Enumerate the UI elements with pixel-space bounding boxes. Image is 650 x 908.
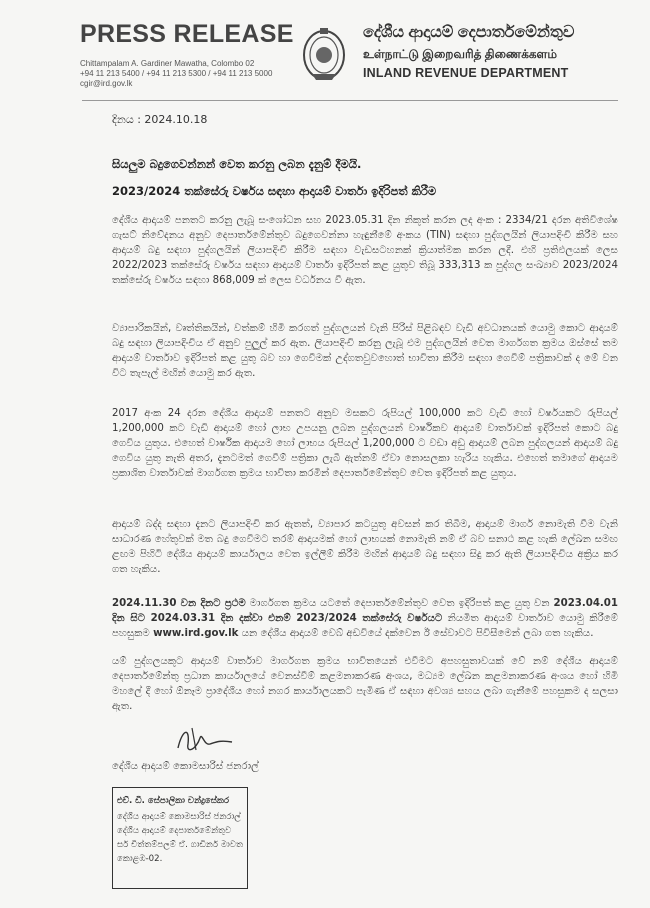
dept-name-english: INLAND REVENUE DEPARTMENT: [363, 66, 569, 80]
stamp-street: සර් චිත්තම්පලම් ඒ. ගාඩිනර් මාවත: [117, 840, 243, 850]
signature-icon: [170, 720, 240, 760]
notice-subject: 2023/2024 තක්සේරු වර්ෂය සඳහා ආදායම් වාර්තා ඉදිරිපත් කිරීම: [112, 184, 437, 198]
stamp-city: කොළඹ-02.: [117, 854, 163, 864]
commissioner-general-title: දේශීය ආදායම් කොමසාරිස් ජනරාල්: [112, 761, 259, 772]
contact-block: [80, 59, 320, 89]
phone-line: +94 11 213 5400 / +94 11 213 5300 / +94 11 213 5000: [80, 69, 273, 78]
ird-website-link[interactable]: www.ird.gov.lk: [153, 627, 239, 639]
official-stamp: [112, 787, 248, 889]
deadline-text-b: නියමිත ආදායම් වාර්තාව යොමු කිරීමේ පහසුකම: [112, 612, 619, 639]
paragraph-registration: දේශීය ආදායම් පනතට කරනු ලැබූ සංශෝධන සහ 2023.05.31 දින නිකුත් කරන ලද අංක : 2334/21 දරන අතිවිශේෂ ගැසට් නිවේදනය අනුව දෙපාර්තමේන්තුව බදුගෙවන්නා හැඳුනීමේ අංකය (TIN) සඳහා පුද්ගලයින් ලියාපදිංචි කිරීම සහ ආදායම් බදු සඳහා පුද්ගලයින් ලියාපදිංචි කිරීම සඳහා වැඩසටහනක් ක්‍රියාත්මක කරන ලදී. එහි ප්‍රතිඵලයක් ලෙස 2022/2023 තක්සේරු වර්ෂය සඳහා ආදායම් වාර්තා ඉදිරිපත් කළ යුතුව තිබූ 333,313 ක පුද්ගල සංඛ්‍යාව 2023/2024 තක්සේරු වර්ෂය සඳහා 868,009 ක් ලෙස වර්ධනය වී ඇත.: [112, 215, 618, 286]
dept-name-tamil: உள்நாட்டு இறைவரித் திணைக்களம்: [363, 47, 558, 61]
assessment-period: 2023.04.01 දින සිට 2024.03.31 දින දක්වා එනම් 2023/2024 තක්සේරු වර්ෂයට: [112, 598, 618, 624]
dept-name-sinhala: දේශීය ආදායම් දෙපාර්තමේන්තුව: [363, 24, 575, 41]
address-line: Chittampalam A. Gardiner Mawatha, Colombo 02: [80, 59, 255, 68]
stamp-department: දේශීය ආදායම් දෙපාර්තමේන්තුව: [117, 826, 232, 836]
paragraph-deactivation: ආදායම් බද්ද සඳහා දැනට ලියාපදිංචි කර ඇතත්, ව්‍යාපාර කටයුතු අවසන් කර තිබීම, ආදායම් මාර්ග නොමැති වීම වැනි සාධාරණ හේතුවක් මත බදු ගෙවීමට තරම් ආදායමක් හෝ ලාභයක් නොමැති නම් ඒ බව සනාථ කළ හැකි ලේඛන සමඟ ළඟම පිහිටි දේශීය ආදායම් කාර්යාලය වෙත ඉල්ලීම් කිරීම මඟින් ආදායම් බදු සඳහා සිදු කර ඇති ලියාපදිංචිය අක්‍රිය කර ගත හැකිය.: [112, 519, 618, 575]
sri-lanka-emblem-icon: [300, 26, 348, 82]
deadline-text-a: මාර්ගගත ක්‍රමය යටතේ දෙපාර්තමේන්තුව වෙත ඉදිරිපත් කළ යුතු වන: [245, 598, 554, 609]
release-date: දිනය : 2024.10.18: [112, 113, 208, 126]
paragraph-deadline: [112, 597, 618, 642]
paragraph-assistance: යම් පුද්ගලයකුට ආදායම් වාර්තාව මාර්ගගත ක්‍රමය භාවිතයෙන් එවීමට අපහසුතාවයක් වේ නම් දේශීය ආදායම් දෙපාර්තමේන්තු ප්‍රධාන කාර්යාලයේ වෙනස්වීම් කළමනාකරණ අංශය, මධ්‍යම ලේඛන කළමනාකරණ අංශය හෝ හිමි මහලේ දී හෝ ඕනෑම ප්‍රාදේශීය හෝ නගර කාර්යාලයකට පැමිණ ඒ සඳහා අවශ්‍ය සහය ලබා ගැනීමේ පහසුකම ද සලසා ඇත.: [112, 656, 618, 712]
stamp-title: දේශීය ආදායම් කොමසාරිස් ජනරාල්: [117, 812, 241, 822]
paragraph-income-threshold: 2017 අංක 24 දරන දේශීය ආදායම් පනතට අනුව මසකට රුපියල් 100,000 කට වැඩි හෝ වර්ෂයකට රුපියල් 1,200,000 කට වැඩි ආදායම් හෝ ලාභ උපයනු ලබන පුද්ගලයන් වාර්ෂිකව ආදායම් වාර්තාවක් ඉදිරිපත් කොට බදු ගෙවිය යුතුය. එහෙත් වාර්ෂික ආදායම හෝ ලාභය රුපියල් 1,200,000 ට වඩා අඩු ආදායම් ලබන පුද්ගලයන් ආදායම් බදු ගෙවිය යුතු නැති අතර, දැනටමත් ගෙවීම් පත්‍රිකා ලැබී ඇත්නම් ඒවා නොසලකා හැරිය හැකිය. එහෙත් තමාගේ ආදායම ප්‍රකාශිත වාර්තාවක් මාර්ගගත ක්‍රමය භාවිතා කරමින් දෙපාර්තමේන්තුව වෙත ඉදිරිපත් කළ යුතුය.: [112, 408, 618, 479]
press-release-title: PRESS RELEASE: [80, 20, 294, 48]
notice-heading: සියලුම බදුගෙවන්නන් වෙත කරනු ලබන දැනුම් දීමයි.: [112, 157, 362, 171]
deadline-text-c: යන දේශීය ආදායම් වෙබ් අඩවියේ දක්වෙන ඊ සේවාවට පිවිසීමෙන් ලබා ගත හැකිය.: [238, 627, 594, 639]
header-divider: [82, 100, 618, 101]
deadline-date: 2024.11.30 වන දිනට ප්‍රථම: [112, 598, 246, 609]
paragraph-broadened-registration: ව්‍යාපාරිකයින්, වෘත්තිකයින්, වත්කම් හිමි කරගත් පුද්ගලයන් වැනි පිරිස් පිළිබඳව වැඩි අවධානයක් යොමු කොට ආදායම් බදු සඳහා ලියාපදිංචිය ඒ අනුව පුලුල් කර ඇත. ලියාපදිංචි කරනු ලැබූ එම පුද්ගලයින් වෙත මාර්ගගත ක්‍රමය ඔස්සේ තම ආදායම් වාර්තාව ඉදිරිපත් කළ යුතු බව හා ගෙවීමක් උද්ගතවුවහොත් භාවිතා කිරීම සඳහා ගෙවීම් පත්‍රිකාවක් ද මේ වන විට තැපැල් මඟින් යොමු කර ඇත.: [112, 323, 618, 379]
stamp-name: එච්. ඩී. සේපාලිකා චන්ද්‍රසේකර: [117, 796, 230, 806]
email-line: cgir@ird.gov.lk: [80, 79, 133, 88]
